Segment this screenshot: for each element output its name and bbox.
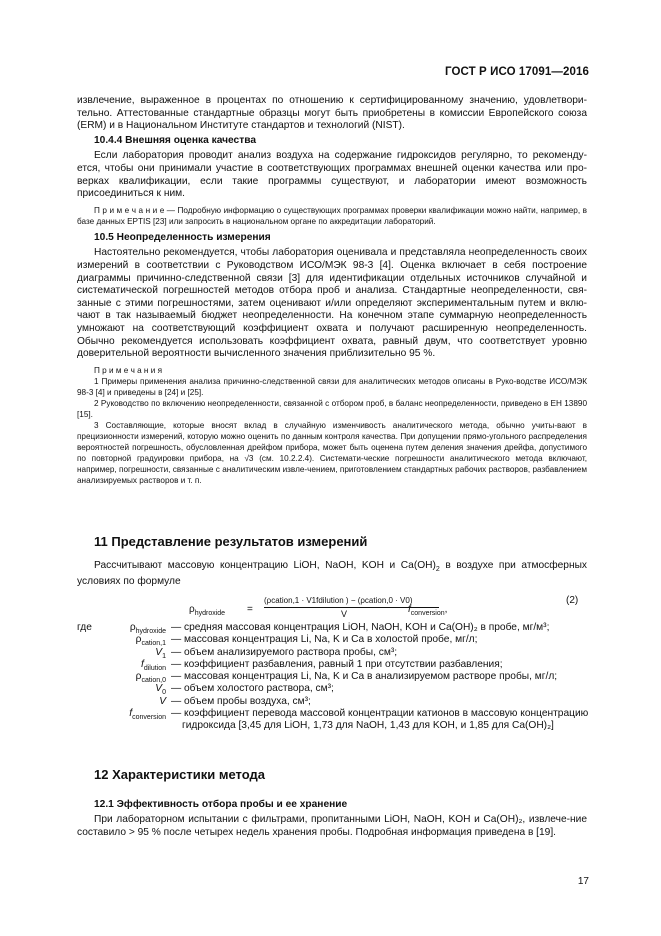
symbol-sub: dilution <box>143 664 166 672</box>
section-12-1-heading: 12.1 Эффективность отбора пробы и ее хранение <box>94 798 348 810</box>
symbol: V <box>155 683 163 695</box>
formula-denominator: V <box>341 609 348 619</box>
definitions-list <box>77 622 592 733</box>
definition-text: — массовая концентрация Li, Na, K и Ca в холостой пробе, мг/л; <box>171 634 478 646</box>
definition-row <box>77 696 592 708</box>
definition-row <box>77 659 592 671</box>
symbol: ρ <box>135 634 142 646</box>
definition-text: — коэффициент перевода массовой концентрации катионов в массовую концентрацию <box>171 708 589 720</box>
definition-text: — объем анализируемого раствора пробы, см³; <box>171 646 398 658</box>
section-11-heading: 11 Представление результатов измерений <box>94 534 368 549</box>
section-11-block <box>77 536 587 589</box>
symbol-sub: conversion <box>132 714 166 722</box>
section-10-5-note-2: 2 Руководство по включению неопределенности, связанной с отбором проб, в баланс неопределенности, приведено в ЕН 13890 [15]. <box>77 398 587 419</box>
definition-text: — средняя массовая концентрация LiOH, NaOH, KOH и Ca(OH)₂ в пробе, мг/м³; <box>171 622 550 633</box>
section-11-text-sub: 2 <box>435 565 440 573</box>
page-number: 17 <box>577 876 589 887</box>
sqrt-3: √3 <box>244 453 254 463</box>
symbol: f <box>140 658 144 670</box>
formula-lhs-symbol: ρ <box>189 604 195 615</box>
section-10-5-text: Настоятельно рекомендуется, чтобы лаборатория оценивала и представляла неопределенность своих измерений в соответствии с Руководством ИСО/МЭК 98-3 [4]. Оценка включает в себя построение диаграммы причинно-следственной связи [3] для идентификации отдельных источников случайной и систематической погрешностей методов отбора проб и анализа. Стандартные неопределенности, свя-занные с этими погрешностями, затем оценивают и/или определяют экспериментальным путем и вклю-чают в так называемый бюджет неопределенности. На конечном этапе суммарную неопределенность умножают на соответствующий коэффициент охвата и получают расширенную неопределенность. Обычно рекомендуется использовать коэффициент охвата, равный двум, что соответствует уровню доверительной вероятности вычисленного значения приблизительно 95 %. <box>77 247 587 360</box>
formula-lhs <box>189 604 225 617</box>
section-10-4-4-text: Если лаборатория проводит анализ воздуха на содержание гидроксидов регулярно, то рекоменду-ется, чтобы они принимали участие в соответствующих программах внешней оценки качества или про-верках квалификации, если такие программы существуют, и лаборатории имеют возможность присоединиться к ним. <box>77 150 587 200</box>
formula-lhs-sub: hydroxide <box>194 610 226 617</box>
symbol-sub: hydroxide <box>135 628 166 636</box>
definition-text: — объем пробы воздуха, см³; <box>171 695 311 707</box>
where-label: где <box>77 622 92 633</box>
definition-row <box>77 683 592 695</box>
formula-f-sub: conversion <box>410 610 445 617</box>
formula-numerator: (ρcation,1 · V1fdilution ) − (ρcation,0 · V0) <box>264 596 413 605</box>
symbol: V <box>155 646 163 658</box>
definition-row <box>77 647 592 659</box>
symbol: V <box>159 695 166 707</box>
definition-row <box>77 708 592 720</box>
section-11-text-b: в воздухе при атмосферных условиях по формуле <box>77 559 588 588</box>
definition-text: — массовая концентрация Li, Na, K и Ca в анализируемом растворе пробы, мг/л; <box>171 671 558 683</box>
section-10-4-4-heading: 10.4.4 Внешняя оценка качества <box>94 134 256 146</box>
note-3-part-a: 3 Составляющие, которые вносят вклад в случайную изменчивость аналитического метода, обычно учиты-вают в прецизионности измерений, которую можно оценить по данным контроля качества. При допущении прямо-угольного распределения вероятностей погрешность, обусловленная дрейфом прибора, может быть оценена путем деления значения дрейфа, допустимого по повторной градуировки прибора, на <box>77 420 587 463</box>
definition-continuation-row <box>77 720 592 732</box>
definition-text: — коэффициент разбавления, равный 1 при отсутствии разбавления; <box>171 658 503 670</box>
section-10-4-4-note <box>77 205 587 227</box>
note-3-part-b: (см. 10.2.2.4). Системати-ческие погрешности аналитического метода включают, например, погрешности, связанные с аналитическим извле-чением, приготовлением стандартных рабочих растворов, разбавлением анализируемых растворов и т. п. <box>77 453 587 485</box>
note-label: П р и м е ч а н и е <box>94 205 165 215</box>
formula-conversion <box>408 604 447 617</box>
formula-equals: = <box>247 604 253 615</box>
top-text-block <box>77 95 587 486</box>
section-12-1-text: При лабораторном испытании с фильтрами, пропитанными LiOH, NaOH, KOH и Ca(OH)₂, извлече-ние составило > 95 % после четырех недель хранения пробы. Подробная информация приведена в [19]. <box>77 814 587 838</box>
symbol: ρ <box>135 671 142 683</box>
definition-continuation: гидроксида [3,45 для LiOH, 1,73 для NaOH, 1,43 для KOH, и 1,85 для Ca(OH)₂] <box>182 720 554 732</box>
symbol-sub: cation,0 <box>141 677 166 685</box>
symbol-sub: 0 <box>162 689 166 697</box>
section-10-5-heading: 10.5 Неопределенность измерения <box>94 231 271 243</box>
section-11-text-a: Рассчитывают массовую концентрацию LiOH, NaOH, KOH и Ca(OH) <box>94 559 436 571</box>
formula-number: (2) <box>566 595 579 606</box>
note-text: — Подробную информацию о существующих программах проверки квалификации можно найти, например, в базе данных EPTIS [23] или запросить в национальном органе по аккредитации лабораторий. <box>77 205 587 226</box>
definition-row <box>77 634 592 646</box>
section-12-heading: 12 Характеристики метода <box>94 767 265 782</box>
section-10-5-notes-label: П р и м е ч а н и я <box>94 365 163 375</box>
symbol: f <box>129 708 133 720</box>
definition-row <box>77 622 592 634</box>
formula-f: f <box>408 604 411 615</box>
symbol: ρ <box>129 622 136 633</box>
section-11-text <box>77 560 587 589</box>
definition-text: — объем холостого раствора, см³; <box>171 683 334 695</box>
symbol-sub: cation,1 <box>141 640 166 648</box>
formula-tail: , <box>444 604 448 615</box>
symbol-sub: 1 <box>162 652 166 660</box>
section-10-5-note-3 <box>77 420 587 486</box>
intro-paragraph: извлечение, выраженное в процентах по отношению к сертифицированному значению, удовлетвори-тельно. Аттестованные стандартные образцы могут быть приобретены в комиссии Европейского союза (ERM) и в Национальном Институте стандартов и технологий (NIST). <box>77 95 587 132</box>
section-12-block <box>77 769 587 839</box>
definition-row <box>77 671 592 683</box>
section-10-5-note-1: 1 Примеры применения анализа причинно-следственной связи для аналитических методов описаны в Руко-водстве ИСО/МЭК 98-3 [4] и приведены в [24] и [25]. <box>77 376 587 397</box>
standard-header: ГОСТ Р ИСО 17091—2016 <box>444 66 589 78</box>
